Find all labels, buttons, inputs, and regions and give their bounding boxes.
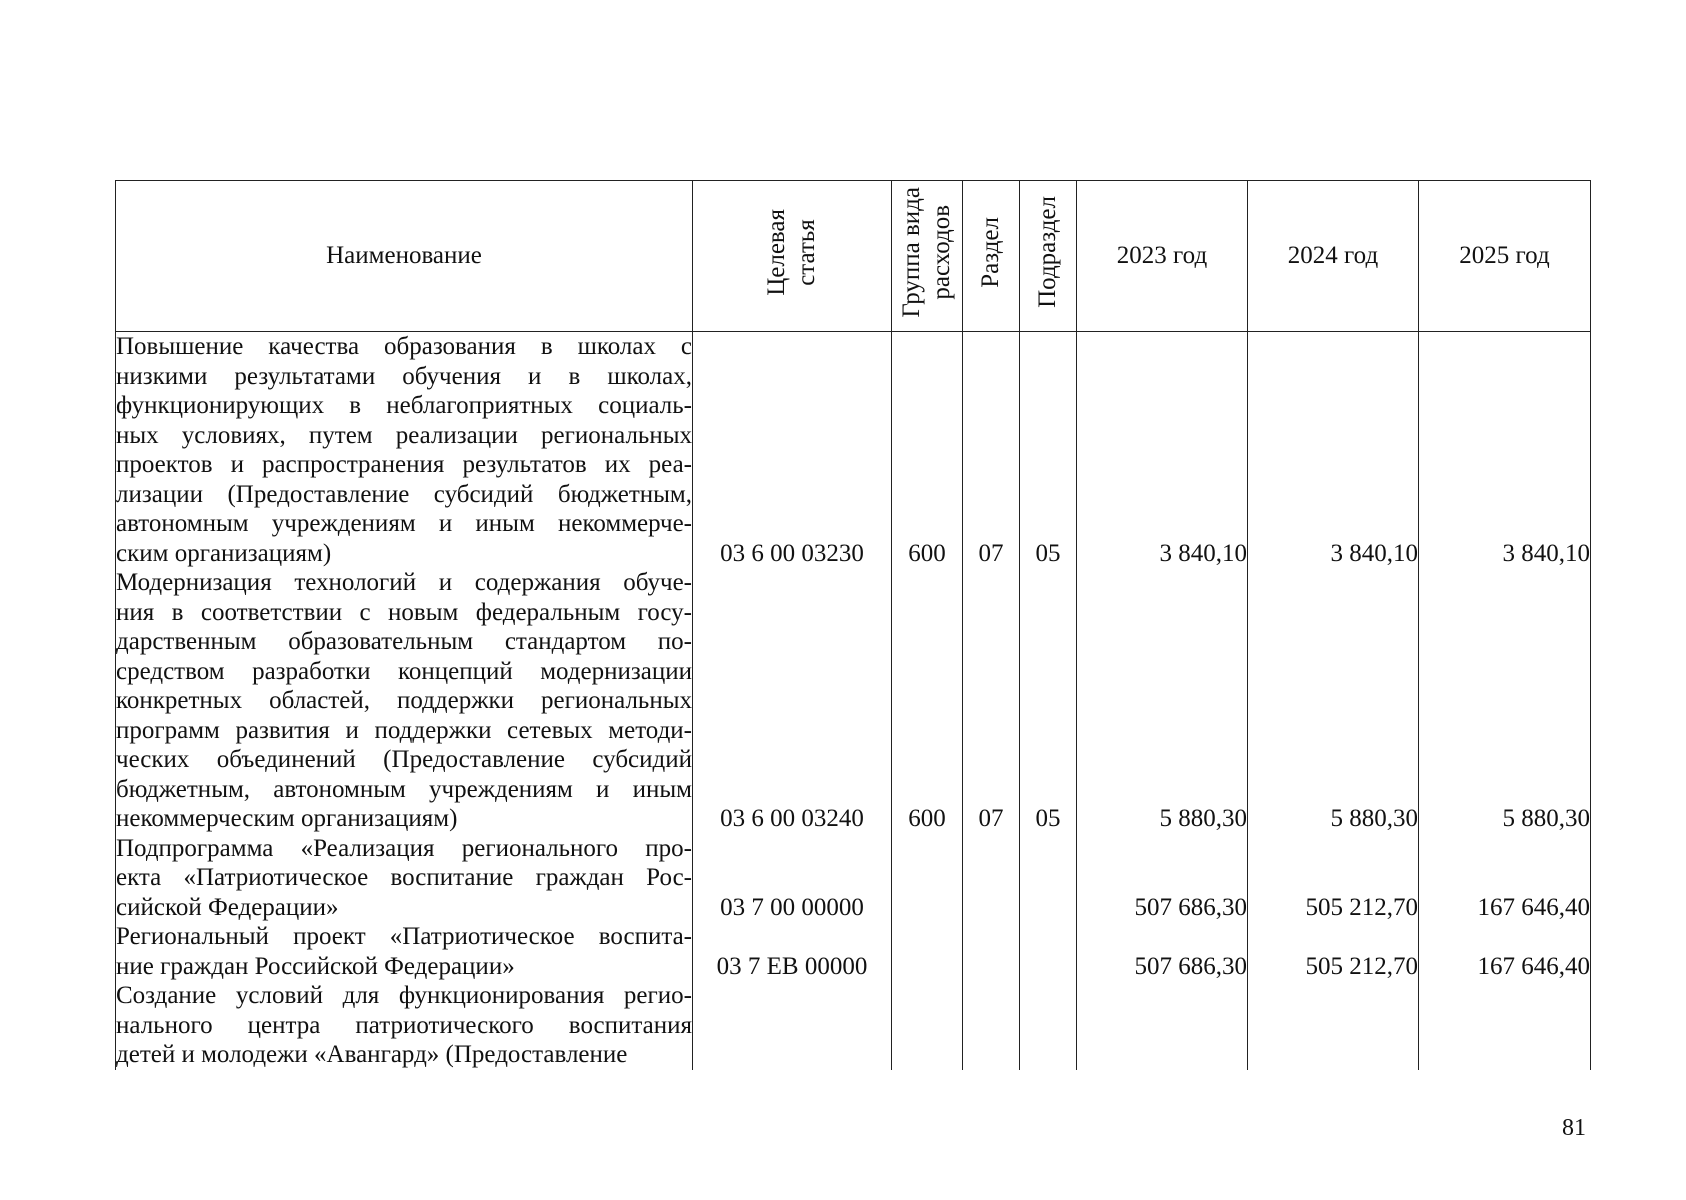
row-name-line: функционирующих в неблагоприятных социаль- xyxy=(116,392,692,419)
row-subsection xyxy=(1020,922,1077,981)
table-row xyxy=(116,922,1591,981)
row-section xyxy=(963,981,1020,1070)
row-2025 xyxy=(1419,981,1591,1070)
row-subsection: 05 xyxy=(1020,568,1077,834)
row-name xyxy=(116,568,693,834)
header-subsection xyxy=(1020,181,1077,332)
row-2025: 167 646,40 xyxy=(1419,922,1591,981)
row-name-line: ния в соответствии с новым федеральным госу- xyxy=(116,598,692,626)
row-name-line: Повышение качества образования в школах с xyxy=(116,333,692,360)
row-2025: 5 880,30 xyxy=(1419,568,1591,834)
row-name-line: проектов и распространения результатов их реа- xyxy=(116,451,692,478)
row-name-line: низкими результатами обучения и в школах, xyxy=(116,362,692,390)
row-name xyxy=(116,922,693,981)
header-subsection-label: Подраздел xyxy=(1034,196,1061,309)
header-group-label: Группа вида расходов xyxy=(898,186,955,318)
table-body xyxy=(116,332,1591,1070)
row-name-line: дарственным образовательным стандартом по- xyxy=(116,628,692,655)
row-2023: 507 686,30 xyxy=(1077,922,1248,981)
row-name-line: Модернизация технологий и содержания обуче- xyxy=(116,569,692,596)
row-name-line: ных условиях, путем реализации региональных xyxy=(116,421,692,449)
row-2024: 505 212,70 xyxy=(1248,922,1419,981)
row-target: 03 6 00 03240 xyxy=(693,568,892,834)
row-name-line: Создание условий для функционирования регио- xyxy=(116,982,692,1009)
budget-table xyxy=(115,180,1591,1070)
row-name-line: конкретных областей, поддержки региональных xyxy=(116,687,692,714)
row-name-line: программ развития и поддержки сетевых методи- xyxy=(116,716,692,744)
row-2024: 3 840,10 xyxy=(1248,332,1419,569)
row-name-line: ческих объединений (Предоставление субсидий xyxy=(116,746,692,773)
row-name-line: ским организациям) xyxy=(116,539,332,567)
header-name: Наименование xyxy=(116,181,693,332)
row-2023: 3 840,10 xyxy=(1077,332,1248,569)
row-subsection: 05 xyxy=(1020,332,1077,569)
page-number: 81 xyxy=(1562,1115,1586,1141)
row-section xyxy=(963,922,1020,981)
row-2023: 507 686,30 xyxy=(1077,834,1248,923)
row-name-line: екта «Патриотическое воспитание граждан Рос- xyxy=(116,864,692,891)
row-2024: 5 880,30 xyxy=(1248,568,1419,834)
row-name-line: нального центра патриотического воспитания xyxy=(116,1011,692,1039)
row-group xyxy=(892,834,963,923)
row-name-line: автономным учреждениям и иным некоммерче- xyxy=(116,510,692,537)
header-group xyxy=(892,181,963,332)
row-2024 xyxy=(1248,981,1419,1070)
row-subsection xyxy=(1020,981,1077,1070)
row-name-line: детей и молодежи «Авангард» (Предоставление xyxy=(116,1041,628,1068)
row-target: 03 7 00 00000 xyxy=(693,834,892,923)
row-target xyxy=(693,981,892,1070)
header-target xyxy=(693,181,892,332)
header-section xyxy=(963,181,1020,332)
header-section-label: Раздел xyxy=(977,216,1004,288)
table-row xyxy=(116,568,1591,834)
row-2025: 3 840,10 xyxy=(1419,332,1591,569)
row-2024: 505 212,70 xyxy=(1248,834,1419,923)
row-name xyxy=(116,981,693,1070)
header-target-label: Целевая статья xyxy=(763,208,820,296)
row-subsection xyxy=(1020,834,1077,923)
row-2025: 167 646,40 xyxy=(1419,834,1591,923)
row-name-line: некоммерческим организациям) xyxy=(116,805,458,832)
header-2024: 2024 год xyxy=(1248,181,1419,332)
row-target: 03 7 ЕВ 00000 xyxy=(693,922,892,981)
table-row xyxy=(116,332,1591,569)
row-group: 600 xyxy=(892,332,963,569)
header-2023: 2023 год xyxy=(1077,181,1248,332)
row-name-line: сийской Федерации» xyxy=(116,893,339,921)
row-name-line: Подпрограмма «Реализация регионального про- xyxy=(116,834,692,862)
row-name-line: бюджетным, автономным учреждениям и иным xyxy=(116,775,692,803)
table-row xyxy=(116,834,1591,923)
row-section: 07 xyxy=(963,332,1020,569)
row-name xyxy=(116,834,693,923)
row-name-line: лизации (Предоставление субсидий бюджетным, xyxy=(116,480,692,508)
row-group xyxy=(892,922,963,981)
row-name-line: средством разработки концепций модернизации xyxy=(116,657,692,685)
table-header-row xyxy=(116,181,1591,332)
row-2023 xyxy=(1077,981,1248,1070)
row-target: 03 6 00 03230 xyxy=(693,332,892,569)
header-2025: 2025 год xyxy=(1419,181,1591,332)
row-name-line: Региональный проект «Патриотическое воспита- xyxy=(116,923,692,950)
row-group xyxy=(892,981,963,1070)
row-name xyxy=(116,332,693,569)
table-row xyxy=(116,981,1591,1070)
row-name-line: ние граждан Российской Федерации» xyxy=(116,952,515,980)
row-2023: 5 880,30 xyxy=(1077,568,1248,834)
row-group: 600 xyxy=(892,568,963,834)
row-section xyxy=(963,834,1020,923)
row-section: 07 xyxy=(963,568,1020,834)
